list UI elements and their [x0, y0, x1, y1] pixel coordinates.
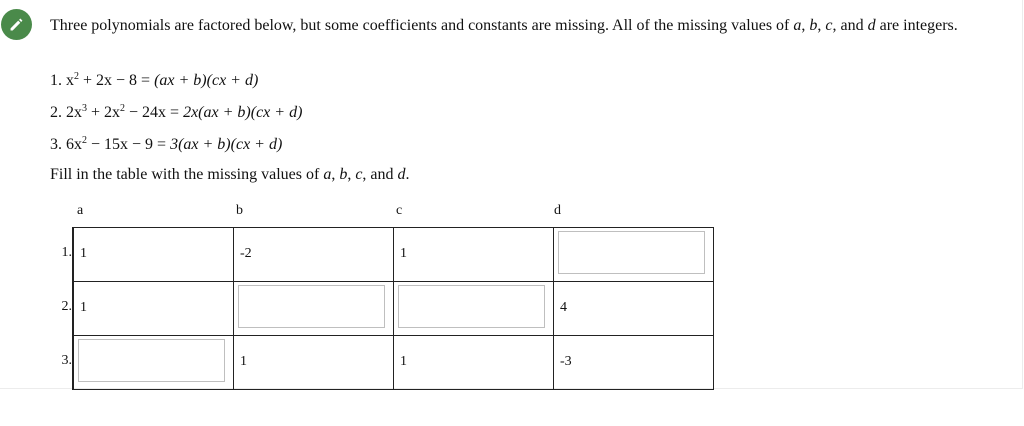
- equation-1: 1. $x^2 + 2x - 8 = (ax + b)(cx + d)$: [50, 71, 259, 89]
- cell-2-c: [394, 282, 554, 336]
- table-row: [73, 282, 714, 336]
- answer-input-2-b[interactable]: [238, 285, 385, 328]
- row-label-3: 3.: [61, 353, 72, 368]
- cell-1-b: -2: [234, 228, 394, 282]
- row-label-2: 2.: [61, 299, 72, 314]
- cell-3-d: -3: [554, 336, 714, 390]
- cell-1-a: 1: [73, 228, 234, 282]
- column-header-a: a: [77, 203, 84, 218]
- answer-table: [72, 227, 714, 390]
- cell-1-d: [554, 228, 714, 282]
- equation-2: 2. $2x^3 + 2x^2 - 24x = 2x(ax + b)(cx + d)$: [50, 103, 303, 121]
- cell-2-d: 4: [554, 282, 714, 336]
- cell-3-b: 1: [234, 336, 394, 390]
- cell-3-c: 1: [394, 336, 554, 390]
- answer-input-3-a[interactable]: [78, 339, 225, 382]
- answer-input-2-c[interactable]: [398, 285, 545, 328]
- table-row: [73, 228, 714, 282]
- fill-instruction: Fill in the table with the missing values of a, b, c, and d.: [50, 166, 410, 183]
- column-header-b: b: [236, 203, 243, 218]
- cell-2-a: 1: [73, 282, 234, 336]
- equation-3: 3. $6x^2 - 15x - 9 = 3(ax + b)(cx + d)$: [50, 135, 283, 153]
- row-label-1: 1.: [61, 245, 72, 260]
- column-header-d: d: [554, 203, 561, 218]
- pencil-edit-icon[interactable]: [1, 9, 32, 40]
- cell-1-c: 1: [394, 228, 554, 282]
- question-intro: Three polynomials are factored below, but some coefficients and constants are missing. All of the missing values of a, b, c, and d are integers.: [50, 17, 958, 34]
- answer-input-1-d[interactable]: [558, 231, 705, 274]
- cell-2-b: [234, 282, 394, 336]
- column-header-c: c: [396, 203, 403, 218]
- table-row: [73, 336, 714, 390]
- cell-3-a: [73, 336, 234, 390]
